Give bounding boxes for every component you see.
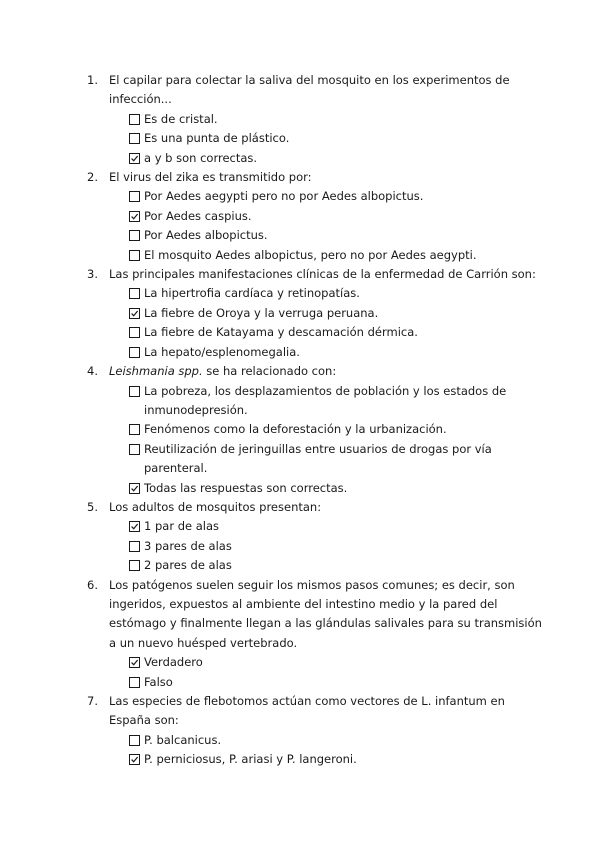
answer-options: [109, 110, 547, 168]
option-label: Todas las respuestas son correctas.: [144, 480, 348, 495]
checkbox-empty-icon[interactable]: [129, 541, 140, 552]
answer-option[interactable]: [109, 479, 547, 498]
question-text: [109, 692, 547, 731]
question-2: [87, 168, 547, 265]
answer-option[interactable]: [109, 284, 547, 303]
answer-option[interactable]: [109, 382, 547, 421]
answer-option[interactable]: [109, 343, 547, 362]
option-label: Fenómenos como la deforestación y la urbanización.: [144, 422, 447, 437]
checkbox-empty-icon[interactable]: [129, 444, 140, 455]
question-6: [87, 576, 547, 692]
option-label: La hipertrofia cardíaca y retinopatías.: [144, 286, 360, 301]
option-label: Reutilización de jeringuillas entre usuarios de drogas por vía parenteral.: [144, 441, 492, 476]
answer-option[interactable]: [109, 537, 547, 556]
question-text-body: El virus del zika es transmitido por:: [109, 170, 312, 185]
answer-option[interactable]: [109, 556, 547, 575]
checkbox-checked-icon[interactable]: [129, 657, 140, 668]
option-label: 2 pares de alas: [144, 558, 232, 573]
question-1: [87, 71, 547, 168]
answer-option[interactable]: [109, 110, 547, 129]
option-label: P. perniciosus, P. ariasi y P. langeroni.: [144, 752, 357, 767]
question-text: [109, 576, 547, 654]
question-7: [87, 692, 547, 770]
answer-option[interactable]: [109, 149, 547, 168]
checkbox-checked-icon[interactable]: [129, 153, 140, 164]
question-text-body: Los patógenos suelen seguir los mismos pasos comunes; es decir, son ingeridos, expuestos al ambiente del intestino medio y la pared del estómago y finalmente llegan a las glándulas salivales para su transmisión a un nuevo huésped vertebrado.: [109, 577, 542, 650]
option-label: La fiebre de Oroya y la verruga peruana.: [144, 305, 379, 320]
checkbox-checked-icon[interactable]: [129, 483, 140, 494]
checkbox-checked-icon[interactable]: [129, 308, 140, 319]
answer-option[interactable]: [109, 129, 547, 148]
checkbox-empty-icon[interactable]: [129, 250, 140, 261]
checkbox-empty-icon[interactable]: [129, 288, 140, 299]
question-text: [109, 71, 547, 110]
question-number: 2.: [87, 170, 98, 185]
question-3: [87, 265, 547, 362]
question-text-italic: Leishmania spp.: [109, 364, 203, 379]
checkbox-empty-icon[interactable]: [129, 230, 140, 241]
answer-options: [109, 284, 547, 362]
question-4: [87, 362, 547, 498]
answer-option[interactable]: [109, 207, 547, 226]
question-text: [109, 168, 547, 187]
option-label: La fiebre de Katayama y descamación dérmica.: [144, 325, 418, 340]
option-label: La pobreza, los desplazamientos de población y los estados de inmunodepresión.: [144, 383, 507, 417]
answer-options: [109, 382, 547, 498]
answer-option[interactable]: [109, 187, 547, 206]
question-number: 5.: [87, 499, 98, 514]
answer-options: [109, 653, 547, 692]
question-text-body: Las principales manifestaciones clínicas de la enfermedad de Carrión son:: [109, 267, 536, 282]
answer-options: [109, 517, 547, 575]
question-text-body: Los adultos de mosquitos presentan:: [109, 499, 322, 514]
option-label: Verdadero: [144, 655, 203, 670]
question-number: 1.: [87, 73, 98, 87]
question-number: 4.: [87, 364, 98, 379]
checkbox-empty-icon[interactable]: [129, 424, 140, 435]
checkbox-empty-icon[interactable]: [129, 347, 140, 358]
checkbox-empty-icon[interactable]: [129, 191, 140, 202]
answer-option[interactable]: [109, 750, 547, 769]
option-label: El mosquito Aedes albopictus, pero no por Aedes aegypti.: [144, 247, 477, 262]
question-number: 6.: [87, 577, 98, 592]
question-number: 3.: [87, 267, 98, 282]
option-label: Falso: [144, 674, 173, 689]
answer-option[interactable]: [109, 246, 547, 265]
option-label: Por Aedes caspius.: [144, 208, 252, 223]
checkbox-empty-icon[interactable]: [129, 386, 140, 397]
option-label: Por Aedes aegypti pero no por Aedes albopictus.: [144, 189, 424, 204]
option-label: Es una punta de plástico.: [144, 131, 290, 146]
question-5: [87, 498, 547, 576]
option-label: 1 par de alas: [144, 519, 220, 534]
question-number: 7.: [87, 694, 98, 708]
option-label: Es de cristal.: [144, 111, 218, 126]
answer-option[interactable]: [109, 653, 547, 672]
answer-option[interactable]: [109, 731, 547, 750]
checkbox-empty-icon[interactable]: [129, 677, 140, 688]
answer-option[interactable]: [109, 420, 547, 439]
answer-options: [109, 187, 547, 265]
checkbox-checked-icon[interactable]: [129, 521, 140, 532]
question-text-body: Las especies de flebotomos actúan como vectores de L. infantum en España son:: [109, 694, 505, 728]
answer-option[interactable]: [109, 304, 547, 323]
answer-option[interactable]: [109, 323, 547, 342]
checkbox-empty-icon[interactable]: [129, 133, 140, 144]
question-text: [109, 498, 547, 517]
answer-option[interactable]: [109, 440, 547, 479]
option-label: Por Aedes albopictus.: [144, 228, 268, 243]
answer-options: [109, 731, 547, 770]
question-text-body: El capilar para colectar la saliva del mosquito en los experimentos de infección...: [109, 73, 510, 107]
checkbox-empty-icon[interactable]: [129, 560, 140, 571]
answer-option[interactable]: [109, 226, 547, 245]
checkbox-empty-icon[interactable]: [129, 114, 140, 125]
answer-option[interactable]: [109, 673, 547, 692]
option-label: a y b son correctas.: [144, 150, 258, 165]
question-text: [109, 362, 547, 381]
checkbox-checked-icon[interactable]: [129, 211, 140, 222]
checkbox-empty-icon[interactable]: [129, 735, 140, 746]
question-list: [87, 71, 547, 770]
question-text: [109, 265, 547, 284]
answer-option[interactable]: [109, 517, 547, 536]
checkbox-checked-icon[interactable]: [129, 754, 140, 765]
option-label: 3 pares de alas: [144, 538, 232, 553]
option-label: P. balcanicus.: [144, 732, 222, 747]
question-text-body: se ha relacionado con:: [202, 364, 337, 379]
checkbox-empty-icon[interactable]: [129, 327, 140, 338]
option-label: La hepato/esplenomegalia.: [144, 344, 300, 359]
